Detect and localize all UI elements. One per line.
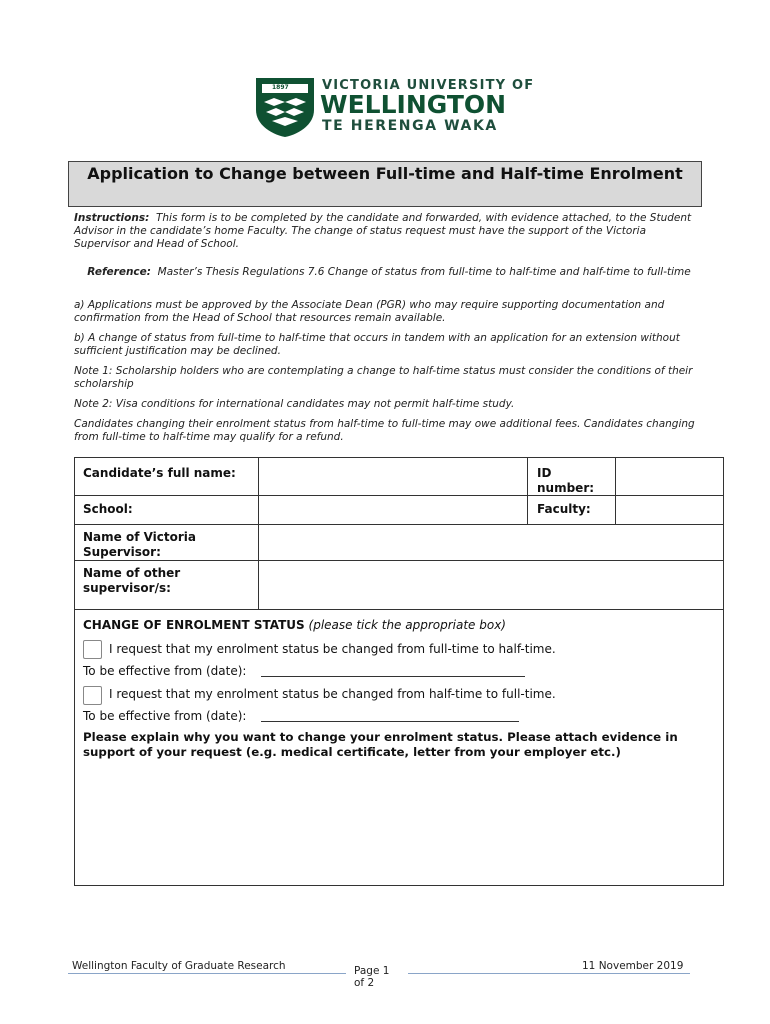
other-supervisor-field[interactable]: [259, 561, 723, 609]
instructions: [74, 212, 704, 251]
effective-date-label-1: To be effective from (date):: [83, 664, 247, 678]
instructions-label: Instructions:: [74, 212, 150, 224]
effective-date-line-1[interactable]: [261, 676, 525, 677]
instructions-text: This form is to be completed by the candidate and forwarded, with evidence attached, to the Student Advisor in the candidate’s home Faculty. The change of status request must have the support of the Victoria Supervisor and Head of School.: [74, 212, 692, 250]
application-form: [74, 457, 724, 886]
effective-date-label-2: To be effective from (date):: [83, 709, 247, 723]
explanation-area[interactable]: [83, 762, 715, 880]
other-supervisor-label: Name of other supervisor/s:: [83, 566, 181, 595]
form-title: Application to Change between Full-time and Half-time Enrolment: [68, 161, 702, 207]
reference-text: Master’s Thesis Regulations 7.6 Change of status from full-time to half-time and half-time to full-time: [157, 266, 691, 278]
logo-line-3: TE HERENGA WAKA: [322, 118, 498, 134]
full-name-field[interactable]: [259, 458, 527, 495]
full-name-label: Candidate’s full name:: [83, 466, 236, 480]
supervisor-field[interactable]: [259, 525, 723, 560]
note-b: b) A change of status from full-time to half-time that occurs in tandem with an application for an extension without sufficient justification may be declined.: [74, 332, 680, 357]
footer-page-number: Page 1 of 2: [354, 965, 390, 989]
id-number-field[interactable]: [616, 458, 723, 524]
note-a: a) Applications must be approved by the Associate Dean (PGR) who may require supporting documentation and confirmation from the Head of School that resources remain available.: [74, 299, 665, 324]
change-heading-text: CHANGE OF ENROLMENT STATUS: [83, 618, 305, 632]
school-label: School:: [83, 502, 133, 516]
full-to-half-checkbox[interactable]: [83, 640, 102, 659]
supervisor-label: Name of Victoria Supervisor:: [83, 530, 197, 559]
option-half-to-full: I request that my enrolment status be changed from half-time to full-time.: [109, 687, 556, 701]
note-2: Note 2: Visa conditions for international candidates may not permit half-time study.: [74, 398, 515, 410]
half-to-full-checkbox[interactable]: [83, 686, 102, 705]
fees-note: Candidates changing their enrolment status from half-time to full-time may owe additional fees. Candidates changing from full-time to half-time may qualify for a refund.: [74, 418, 695, 443]
explain-prompt: Please explain why you want to change your enrolment status. Please attach evidence in support of your request (e.g. medical certificate, letter from your employer etc.): [83, 730, 678, 759]
school-field[interactable]: [259, 496, 527, 524]
logo-line-1: VICTORIA UNIVERSITY OF: [322, 78, 535, 93]
logo-year: 1897: [272, 84, 289, 91]
faculty-label: Faculty:: [537, 502, 591, 516]
note-1: Note 1: Scholarship holders who are contemplating a change to half-time status must consider the conditions of their scholarship: [74, 365, 693, 390]
logo-line-2: WELLINGTON: [320, 90, 507, 119]
reference: [74, 266, 704, 279]
id-number-label: ID number:: [537, 466, 595, 495]
change-heading-hint: (please tick the appropriate box): [308, 618, 506, 632]
footer-faculty: Wellington Faculty of Graduate Research: [72, 960, 286, 972]
footer-date: 11 November 2019: [582, 960, 684, 972]
change-status-heading: [83, 618, 506, 633]
option-full-to-half: I request that my enrolment status be changed from full-time to half-time.: [109, 642, 556, 656]
university-logo: [254, 76, 535, 138]
reference-label: Reference:: [87, 266, 151, 278]
effective-date-line-2[interactable]: [261, 721, 519, 722]
